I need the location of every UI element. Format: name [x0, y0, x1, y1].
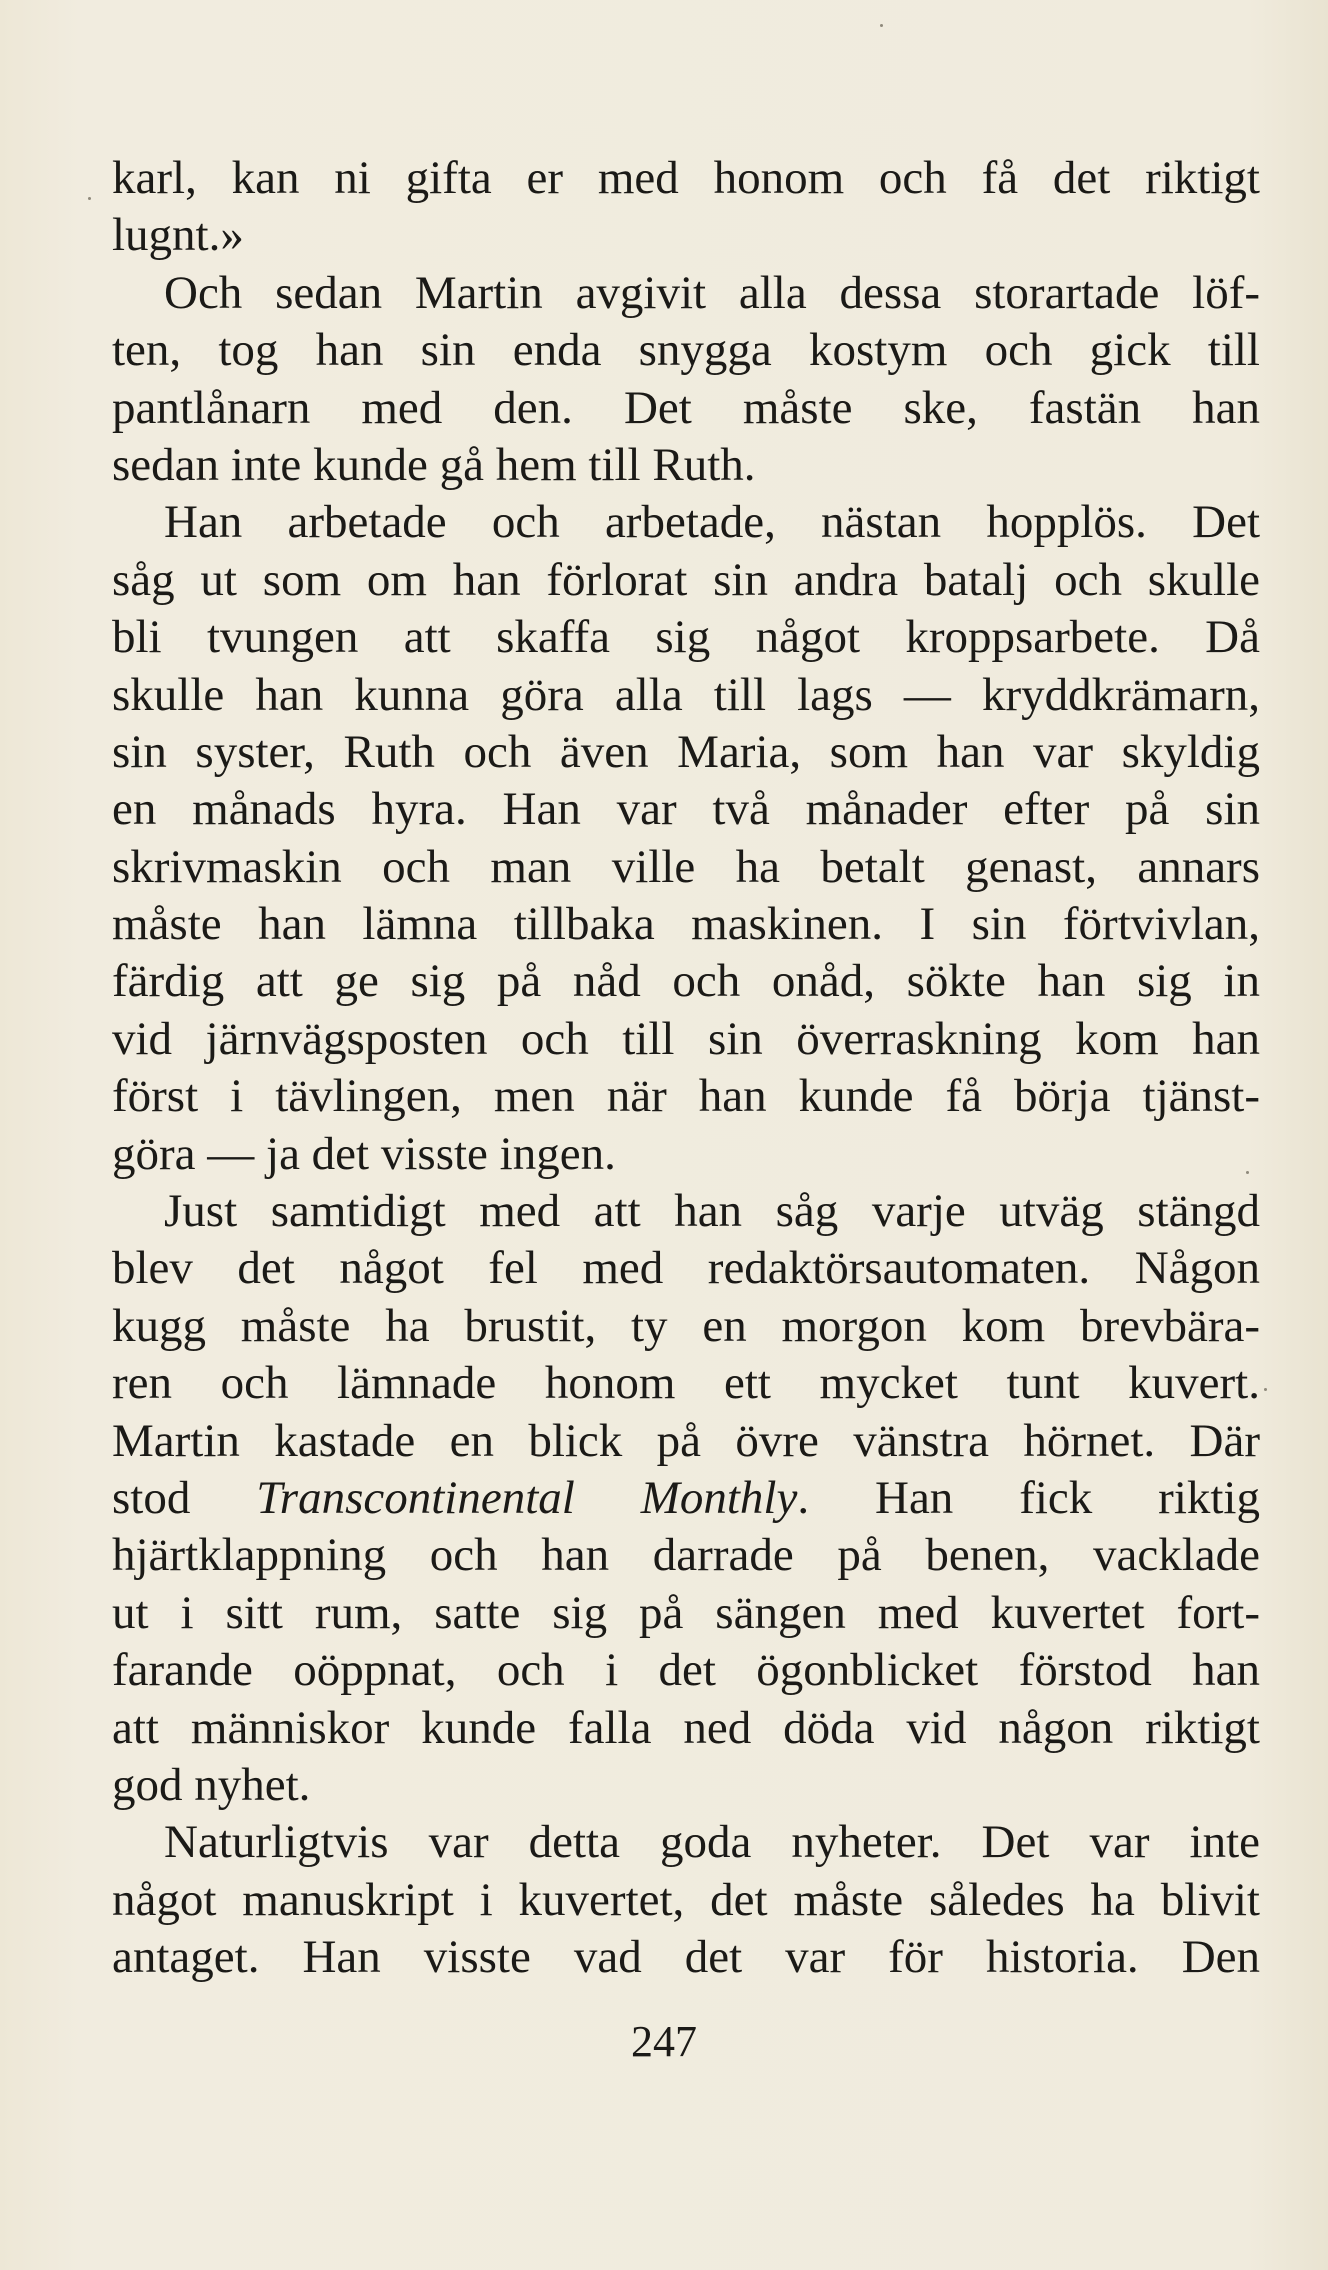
text-line: färdig att ge sig på nåd och onåd, sökte han sig in — [112, 955, 1260, 1008]
text-line: hjärtklappning och han darrade på benen, vacklade — [112, 1529, 1260, 1582]
text-line: blev det något fel med redaktörsautomaten. Någon — [112, 1242, 1260, 1295]
text-line: bli tvungen att skaffa sig något kroppsarbete. Då — [112, 611, 1260, 664]
paper-speck — [880, 24, 883, 27]
text-line: antaget. Han visste vad det var för historia. Den — [112, 1931, 1260, 1984]
text-line: måste han lämna tillbaka maskinen. I sin förtvivlan, — [112, 898, 1260, 951]
text-line: vid järnvägsposten och till sin överraskning kom han — [112, 1012, 1260, 1065]
text-line: Martin kastade en blick på övre vänstra hörnet. Där — [112, 1414, 1260, 1467]
text-line: sin syster, Ruth och även Maria, som han var skyldig — [112, 725, 1260, 778]
text-line: skulle han kunna göra alla till lags — kryddkrämarn, — [112, 668, 1260, 721]
text-line: skrivmaskin och man ville ha betalt genast, annars — [112, 840, 1260, 893]
text-segment: stod — [112, 1471, 257, 1524]
text-line: pantlånarn med den. Det måste ske, fastän han — [112, 381, 1260, 434]
paper-speck — [1246, 1171, 1249, 1174]
text-line: lugnt.» — [112, 209, 244, 262]
text-line: att människor kunde falla ned döda vid någon riktigt — [112, 1701, 1260, 1754]
magazine-title: Transcontinental Monthly — [256, 1471, 798, 1524]
text-line: Naturligtvis var detta goda nyheter. Det var inte — [164, 1816, 1260, 1869]
page-number: 247 — [631, 2017, 697, 2066]
paper-speck — [1264, 1388, 1267, 1391]
paper-speck — [88, 197, 91, 200]
text-line: farande oöppnat, och i det ögonblicket förstod han — [112, 1644, 1260, 1697]
body-text — [112, 150, 1260, 1987]
text-line: ten, tog han sin enda snygga kostym och gick till — [112, 324, 1260, 377]
text-line: Och sedan Martin avgivit alla dessa storartade löf- — [164, 266, 1260, 319]
text-line: göra — ja det visste ingen. — [112, 1127, 616, 1180]
text-line: kugg måste ha brustit, ty en morgon kom brevbära- — [112, 1299, 1260, 1352]
text-line: ren och lämnade honom ett mycket tunt kuvert. — [112, 1357, 1260, 1410]
text-segment: . Han fick riktig — [797, 1471, 1260, 1524]
text-line: karl, kan ni gifta er med honom och få det riktigt — [112, 152, 1260, 204]
text-line: god nyhet. — [112, 1758, 311, 1811]
text-line: ut i sitt rum, satte sig på sängen med kuvertet fort- — [112, 1586, 1260, 1639]
text-line: en månads hyra. Han var två månader efter på sin — [112, 783, 1260, 836]
text-line-with-italic-title — [112, 1470, 1260, 1527]
text-line: först i tävlingen, men när han kunde få börja tjänst- — [112, 1070, 1260, 1123]
text-line: sedan inte kunde gå hem till Ruth. — [112, 438, 756, 491]
text-line: såg ut som om han förlorat sin andra batalj och skulle — [112, 553, 1260, 606]
text-line: Just samtidigt med att han såg varje utväg stängd — [164, 1185, 1260, 1238]
text-line: Han arbetade och arbetade, nästan hopplös. Det — [164, 496, 1260, 549]
text-line: något manuskript i kuvertet, det måste således ha blivit — [112, 1873, 1260, 1926]
